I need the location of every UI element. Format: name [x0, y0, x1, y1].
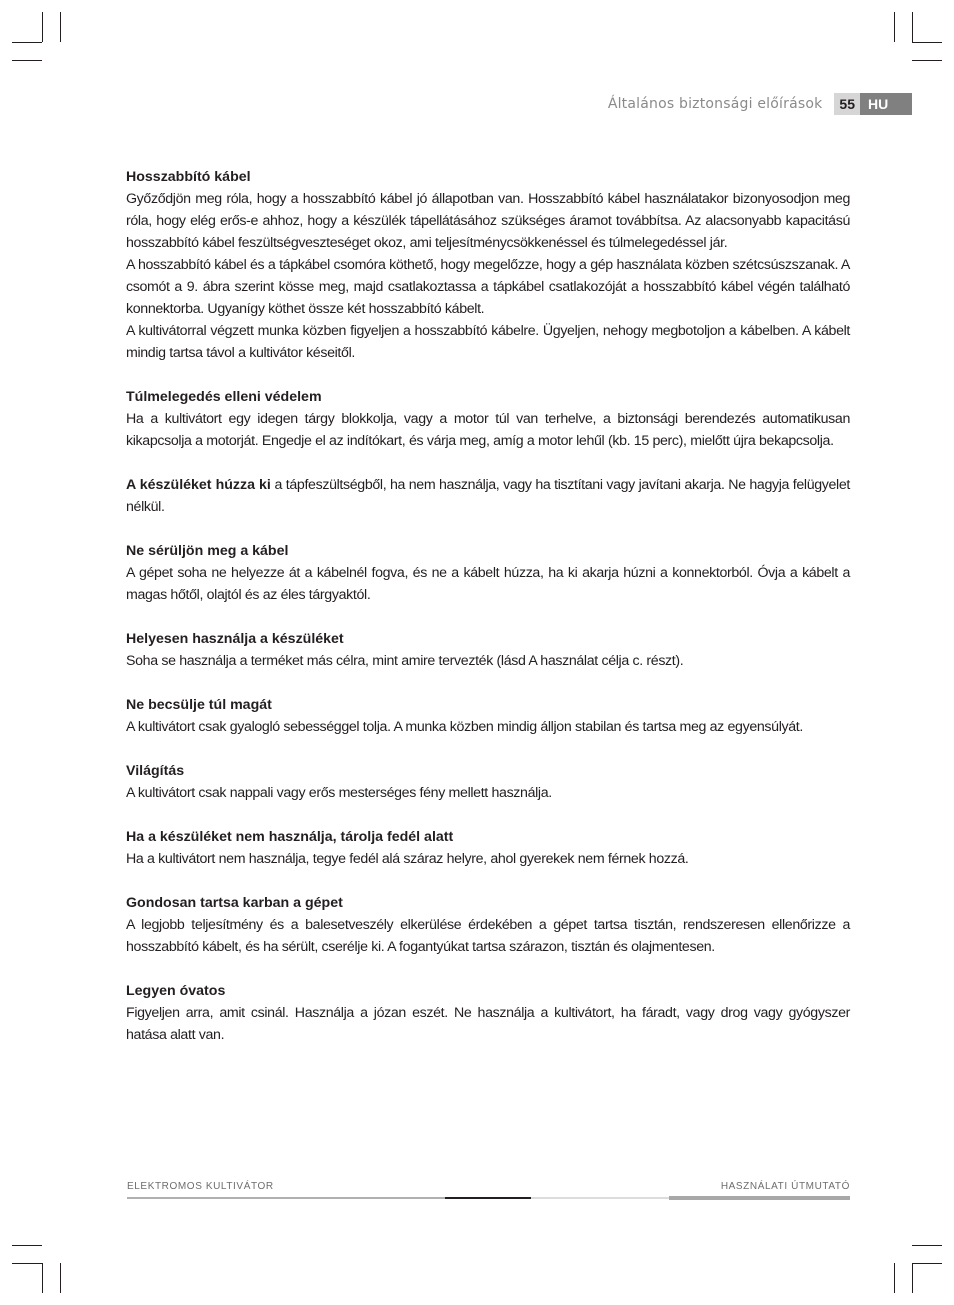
section-title: Ha a készüléket nem használja, tárolja fedél alatt	[126, 829, 454, 845]
language-badge: HU	[860, 93, 912, 115]
section-title: Legyen óvatos	[126, 983, 226, 999]
section-maintenance	[126, 892, 850, 958]
section-overheat-protection	[126, 386, 850, 452]
section-title: Hosszabbító kábel	[126, 169, 251, 185]
section-lighting	[126, 760, 850, 804]
paragraph: Győződjön meg róla, hogy a hosszabbító kábel jó állapotban van. Hosszabbító kábel használatakor bizonyosodjon meg róla, hogy elég erős-e ahhoz, hogy a készülék tápellátásához szükséges áramot továbbítsa. Az alacsonyabb kapacitású hosszabbító kábel feszültségveszteséget okoz, ami teljesítménycsökkenéssel és túlmelegedéssel jár.	[126, 191, 850, 251]
main-content	[126, 166, 850, 1068]
paragraph	[126, 474, 850, 518]
crop-mark	[894, 12, 895, 42]
crop-mark	[12, 1263, 42, 1264]
section-unplug	[126, 474, 850, 518]
footer-rule	[127, 1197, 445, 1199]
crop-mark	[894, 1263, 895, 1293]
section-title: Gondosan tartsa karban a gépet	[126, 895, 343, 911]
crop-mark	[912, 1263, 913, 1293]
inline-title: A készüléket húzza ki	[126, 477, 271, 493]
section-title: Helyesen használja a készüléket	[126, 631, 344, 647]
footer-rule-dark	[445, 1197, 531, 1199]
paragraph: A gépet soha ne helyezze át a kábelnél fogva, és ne a kábelt húzza, ha ki akarja húzni a konnektorból. Óvja a kábelt a magas hőtől, olajtól és az éles tárgyaktól.	[126, 565, 850, 603]
section-title: Ne sérüljön meg a kábel	[126, 543, 289, 559]
section-header-title: Általános biztonsági előírások	[607, 96, 823, 112]
crop-mark	[912, 42, 942, 43]
paragraph: Ha a kultivátort egy idegen tárgy blokkolja, vagy a motor túl van terhelve, a biztonsági berendezés automatikusan kikapcsolja a motorját. Engedje el az indítókart, és várja meg, amíg a motor lehűl (kb. 15 perc), mielőtt újra bekapcsolja.	[126, 411, 850, 449]
crop-mark	[12, 1245, 42, 1246]
paragraph: A legjobb teljesítmény és a balesetveszély elkerülése érdekében a gépet tartsa tisztán, rendszeresen ellenőrizze a hosszabbító kábelt, és ha sérült, cserélje ki. A fogantyúkat tartsa szárazon, tisztán és olajmentesen.	[126, 917, 850, 955]
paragraph: Figyeljen arra, amit csinál. Használja a józan eszét. Ne használja a kultivátort, ha fáradt, vagy drog vagy gyógyszer hatása alatt van.	[126, 1005, 850, 1043]
paragraph-text: a tápfeszültségből, ha nem használja, vagy ha tisztítani vagy javítani akarja. Ne hagyja felügyelet nélkül.	[126, 477, 850, 515]
crop-mark	[912, 1245, 942, 1246]
page-header	[608, 93, 912, 115]
paragraph: Soha se használja a terméket más célra, mint amire tervezték (lásd A használat célja c. részt).	[126, 653, 684, 669]
paragraph: A hosszabbító kábel és a tápkábel csomóra köthető, hogy megelőzze, hogy a gép használata közben szétcsúszszanak. A csomót a 9. ábra szerint kösse meg, majd csatlakoztassa a tápkábel csatlakozóját a hosszabbító kábel végén található konnektorba. Ugyanígy köthet össze két hosszabbító kábelt.	[126, 257, 850, 317]
crop-mark	[12, 42, 42, 43]
crop-mark	[912, 1263, 942, 1264]
paragraph: A kultivátort csak gyalogló sebességgel tolja. A munka közben mindig álljon stabilan és tartsa meg az egyensúlyát.	[126, 719, 803, 735]
footer-product-name: ELEKTROMOS KULTIVÁTOR	[127, 1181, 274, 1192]
crop-mark	[12, 60, 42, 61]
section-title: Túlmelegedés elleni védelem	[126, 389, 322, 405]
footer-manual-label: HASZNÁLATI ÚTMUTATÓ	[720, 1181, 850, 1192]
footer-rule-right	[669, 1196, 850, 1200]
footer-rule	[531, 1197, 669, 1199]
section-correct-use	[126, 628, 850, 672]
crop-mark	[60, 1263, 61, 1293]
section-cable-damage	[126, 540, 850, 606]
section-storage	[126, 826, 850, 870]
paragraph: Ha a kultivátort nem használja, tegye fedél alá száraz helyre, ahol gyerekek nem férnek hozzá.	[126, 851, 689, 867]
crop-mark	[42, 12, 43, 42]
crop-mark	[912, 12, 913, 42]
section-extension-cable	[126, 166, 850, 364]
crop-mark	[42, 1263, 43, 1293]
crop-mark	[912, 60, 942, 61]
section-title: Ne becsülje túl magát	[126, 697, 272, 713]
crop-mark	[60, 12, 61, 42]
section-dont-overreach	[126, 694, 850, 738]
paragraph: A kultivátort csak nappali vagy erős mesterséges fény mellett használja.	[126, 785, 552, 801]
paragraph: A kultivátorral végzett munka közben figyeljen a hosszabbító kábelre. Ügyeljen, nehogy megbotoljon a kábelben. A kábelt mindig tartsa távol a kultivátor késeitől.	[126, 323, 850, 361]
section-title: Világítás	[126, 763, 185, 779]
section-be-careful	[126, 980, 850, 1046]
page-number: 55	[834, 93, 860, 115]
